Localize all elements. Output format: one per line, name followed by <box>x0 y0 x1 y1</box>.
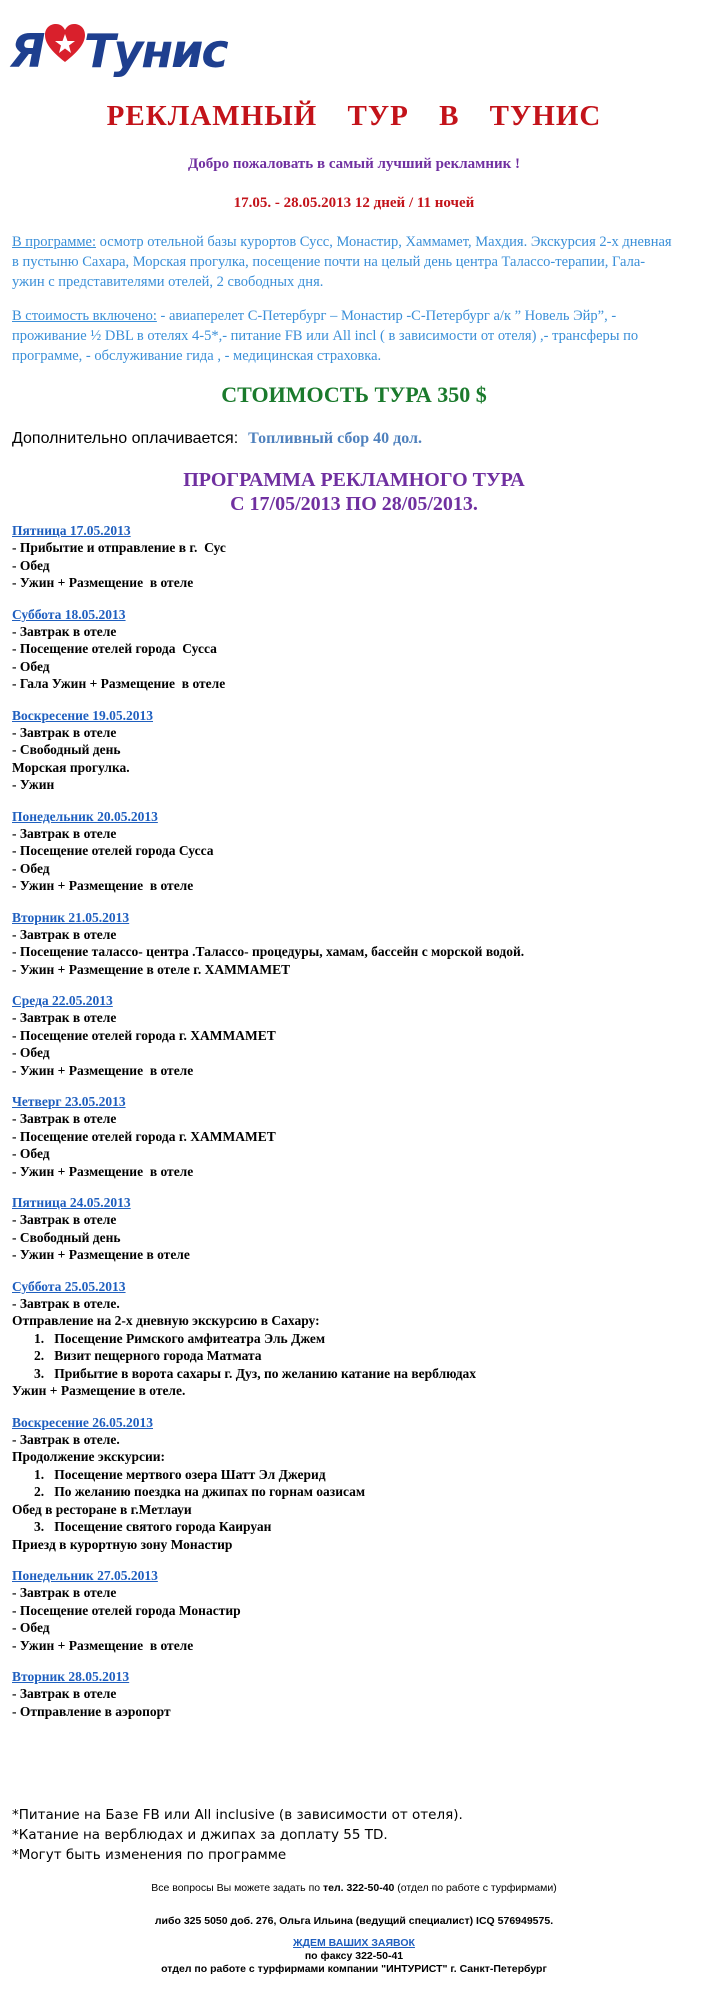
note-line: *Могут быть изменения по программе <box>12 1847 287 1863</box>
day-item: - Посещение отелей города г. ХАММАМЕТ <box>12 1027 276 1043</box>
day-block <box>12 606 692 693</box>
day-item: - Отправление в аэропорт <box>12 1703 171 1719</box>
day-block <box>12 909 692 979</box>
day-header[interactable]: Понедельник 20.05.2013 <box>12 808 158 824</box>
program-label: В программе: <box>12 234 97 250</box>
day-item: - Ужин <box>12 777 55 792</box>
day-header[interactable]: Воскресение 19.05.2013 <box>12 707 154 723</box>
day-item: - Завтрак в отеле <box>12 724 117 740</box>
day-block <box>12 992 692 1079</box>
included-label: В стоимость включено: <box>12 308 157 324</box>
note-line: *Питание на Базе FB или All inclusive (в зависимости от отеля). <box>12 1807 463 1823</box>
day-item: - Гала Ужин + Размещение в отеле <box>12 676 226 691</box>
day-item: - Завтрак в отеле <box>12 1111 117 1126</box>
day-item: - Прибытие и отправление в г. Сус <box>12 540 226 555</box>
day-header[interactable]: Среда 22.05.2013 <box>12 993 113 1008</box>
day-item: Приезд в курортную зону Монастир <box>12 1536 233 1552</box>
day-header[interactable]: Воскресение 26.05.2013 <box>12 1414 154 1430</box>
day-header[interactable]: Вторник 21.05.2013 <box>12 909 130 925</box>
logo <box>10 18 227 88</box>
day-item: 1. Посещение мертвого озера Шатт Эл Джерид <box>34 1466 326 1482</box>
day-item: 2. По желанию поездка на джипах по горнам оазисам <box>34 1484 366 1499</box>
day-item: - Завтрак в отеле <box>12 623 117 639</box>
await-dept: отдел по работе с турфирмами компании "ИНТУРИСТ" г. Санкт-Петербург <box>161 1963 547 1975</box>
page-title: РЕКЛАМНЫЙ ТУР В ТУНИС <box>106 100 602 132</box>
tour-cost: СТОИМОСТЬ ТУРА 350 $ <box>221 382 487 407</box>
day-item: - Обед <box>12 860 50 876</box>
day-block <box>12 1668 692 1720</box>
tour-dates: 17.05. - 28.05.2013 12 дней / 11 ночей <box>233 195 475 211</box>
heart-icon <box>43 22 87 66</box>
day-item: - Посещение отелей города Сусса <box>12 641 217 656</box>
day-item: - Завтрак в отеле <box>12 1686 117 1701</box>
day-item: - Завтрак в отеле <box>12 1010 117 1025</box>
extra-label: Дополнительно оплачивается: <box>12 430 239 447</box>
day-block <box>12 1567 692 1654</box>
logo-brand: Тунис <box>84 24 227 78</box>
program-summary <box>12 232 672 292</box>
day-item: - Посещение отелей города Монастир <box>12 1602 241 1618</box>
day-item: 2. Визит пещерного города Матмата <box>34 1348 262 1363</box>
day-header[interactable]: Суббота 25.05.2013 <box>12 1278 126 1294</box>
day-item: - Обед <box>12 1045 50 1060</box>
day-item: - Завтрак в отеле. <box>12 1295 120 1311</box>
day-item: Обед в ресторане в г.Метлауи <box>12 1501 192 1517</box>
contact-dept: (отдел по работе с турфирмами) <box>394 1882 557 1894</box>
day-header[interactable]: Четверг 23.05.2013 <box>12 1094 126 1109</box>
contact-line-1 <box>0 1882 708 1894</box>
contact-prefix: Все вопросы Вы можете задать по <box>151 1882 324 1894</box>
day-item: Ужин + Размещение в отеле. <box>12 1383 186 1398</box>
day-item: - Ужин + Размещение в отеле <box>12 1062 194 1078</box>
notes <box>12 1805 463 1865</box>
day-item: - Завтрак в отеле <box>12 1585 117 1600</box>
day-block <box>12 1093 692 1180</box>
day-item: - Завтрак в отеле <box>12 1212 117 1227</box>
extra-payment <box>12 430 422 448</box>
day-item: - Обед <box>12 658 50 674</box>
logo-ya: Я <box>10 24 44 78</box>
note-line: *Катание на верблюдах и джипах за доплату 55 TD. <box>12 1827 388 1843</box>
program-title <box>0 468 708 516</box>
day-block <box>12 1194 692 1264</box>
day-item: - Посещение отелей города Сусса <box>12 843 214 858</box>
await-fax: по факсу 322-50-41 <box>304 1950 404 1962</box>
day-block <box>12 522 692 592</box>
day-block <box>12 808 692 895</box>
day-item: - Свободный день <box>12 742 121 757</box>
day-header[interactable]: Вторник 28.05.2013 <box>12 1669 130 1684</box>
day-block <box>12 1278 692 1400</box>
program-title-line2: С 17/05/2013 ПО 28/05/2013. <box>230 493 478 515</box>
await-requests <box>0 1937 708 1976</box>
day-item: - Свободный день <box>12 1229 121 1245</box>
contact-line-2: либо 325 5050 доб. 276, Ольга Ильина (ведущий специалист) ICQ 576949575. <box>154 1915 554 1927</box>
day-item: - Завтрак в отеле. <box>12 1431 120 1447</box>
day-item: - Завтрак в отеле <box>12 926 117 942</box>
day-item: 3. Посещение святого города Каируан <box>34 1519 272 1534</box>
day-item: - Завтрак в отеле <box>12 825 117 841</box>
day-header[interactable]: Пятница 24.05.2013 <box>12 1195 131 1210</box>
day-item: - Ужин + Размещение в отеле <box>12 878 194 893</box>
await-title: ЖДЕМ ВАШИХ ЗАЯВОК <box>293 1937 415 1949</box>
day-header[interactable]: Понедельник 27.05.2013 <box>12 1568 158 1583</box>
day-block <box>12 707 692 794</box>
included-text: - авиаперелет С-Петербург – Монастир -С-Петербург а/к ” Новель Эйр”, - проживание ½ DBL в отелях 4-5*,- питание FB или All incl ( в зависимости от отеля) ,- трансферы по программе, - обслуживание гида , - медицинская страховка. <box>12 308 639 364</box>
welcome-text: Добро пожаловать в самый лучший рекламник ! <box>187 156 521 172</box>
day-item: - Ужин + Размещение в отеле <box>12 575 194 590</box>
fuel-surcharge: Топливный сбор 40 дол. <box>248 430 422 447</box>
day-header[interactable]: Пятница 17.05.2013 <box>12 523 131 538</box>
program-text: осмотр отельной базы курортов Сусс, Монастир, Хаммамет, Махдия. Экскурсия 2-х дневная в пустыню Сахара, Морская прогулка, посещение почти на целый день центра Талассо-терапии, Гала- ужин с представителями отелей, 2 свободных дня. <box>12 234 672 290</box>
day-item: - Ужин + Размещение в отеле <box>12 1247 190 1262</box>
day-item: - Ужин + Размещение в отеле <box>12 1163 194 1179</box>
included-summary <box>12 306 672 366</box>
day-item: - Обед <box>12 1146 50 1161</box>
day-item: Морская прогулка. <box>12 759 130 775</box>
day-item: - Ужин + Размещение в отеле <box>12 1637 194 1653</box>
contact-phone: тел. 322-50-40 <box>323 1882 395 1894</box>
day-item: Отправление на 2-х дневную экскурсию в Сахару: <box>12 1313 320 1328</box>
day-header[interactable]: Суббота 18.05.2013 <box>12 606 126 622</box>
day-schedule <box>12 522 692 1734</box>
day-block <box>12 1414 692 1554</box>
day-item: 1. Посещение Римского амфитеатра Эль Джем <box>34 1330 326 1346</box>
day-item: - Посещение талассо- центра .Талассо- процедуры, хамам, бассейн с морской водой. <box>12 944 525 959</box>
day-item: - Обед <box>12 557 50 573</box>
day-item: Продолжение экскурсии: <box>12 1449 166 1464</box>
program-title-line1: ПРОГРАММА РЕКЛАМНОГО ТУРА <box>183 469 525 491</box>
day-item: 3. Прибытие в ворота сахары г. Дуз, по желанию катание на верблюдах <box>34 1365 477 1381</box>
day-item: - Обед <box>12 1620 50 1635</box>
day-item: - Посещение отелей города г. ХАММАМЕТ <box>12 1128 276 1144</box>
day-item: - Ужин + Размещение в отеле г. ХАММАМЕТ <box>12 961 291 977</box>
